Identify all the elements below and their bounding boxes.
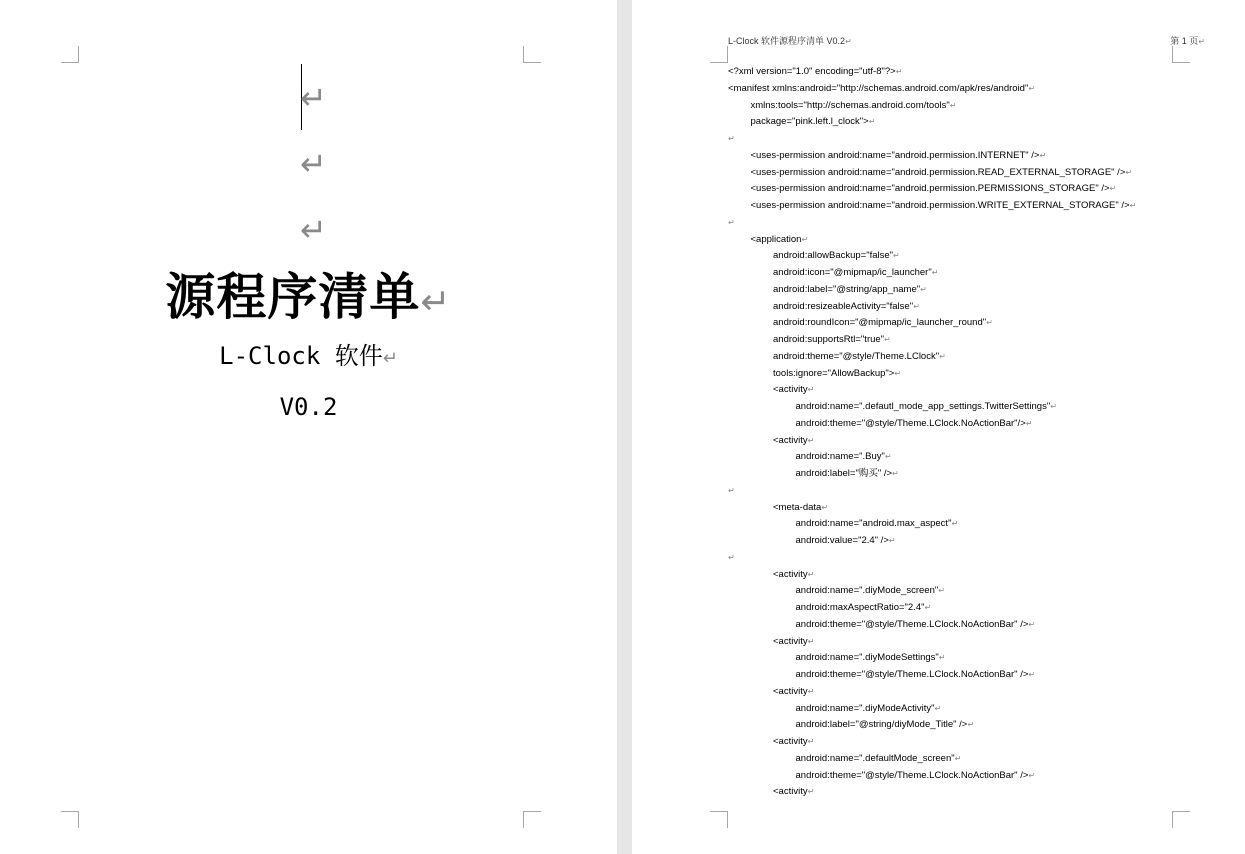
paragraph-mark-icon: ↵: [1025, 418, 1033, 428]
code-line: [728, 248, 1208, 265]
paragraph-mark-icon: ↵: [807, 385, 815, 395]
page-number: [1170, 35, 1205, 48]
crop-mark-top-left: [61, 46, 79, 63]
code-line-text: android:name=".Buy": [795, 451, 885, 463]
code-line: [728, 751, 1208, 768]
code-line-text: android:label="购买" />: [795, 468, 893, 479]
paragraph-mark-icon: ↵: [924, 603, 932, 612]
crop-mark-top-right: [523, 46, 541, 63]
code-line-text: <manifest xmlns:android="http://schemas.android.com/apk/res/android": [728, 82, 1029, 94]
code-line: [728, 784, 1208, 801]
code-line-text: android:theme="@style/Theme.LClock": [773, 350, 940, 362]
code-line: [728, 332, 1208, 349]
paragraph-mark-icon: ↵: [913, 301, 920, 311]
paragraph-mark-icon: ↵: [892, 469, 899, 478]
code-line-text: android:resizeableActivity="false": [773, 300, 914, 312]
code-line-text: <application: [750, 233, 802, 245]
code-line-text: <uses-permission android:name="android.permission.READ_EXTERNAL_STORAGE" />: [750, 166, 1126, 178]
code-line: [728, 282, 1208, 299]
code-line: [728, 181, 1208, 198]
code-page[interactable]: [632, 0, 1245, 854]
code-line: [728, 768, 1208, 785]
paragraph-mark-icon: ↵: [951, 519, 959, 529]
code-line-text: android:theme="@style/Theme.LClock.NoActionBar" />: [795, 618, 1029, 630]
paragraph-mark-icon: ↵: [1129, 201, 1137, 210]
paragraph-mark-icon: ↵: [1050, 402, 1057, 411]
code-line-text: <uses-permission android:name="android.permission.INTERNET" />: [750, 149, 1040, 161]
paragraph-mark-icon: ↵: [300, 145, 327, 183]
paragraph-mark-icon: ↵: [807, 636, 815, 646]
code-line: [728, 131, 1208, 148]
cover-page[interactable]: [0, 0, 617, 854]
code-line-text: android:theme="@style/Theme.LClock.NoActionBar" />: [795, 669, 1029, 680]
code-line: [728, 232, 1208, 249]
code-line-text: package="pink.left.l_clock">: [750, 116, 869, 128]
code-line: [728, 667, 1208, 684]
code-line: [728, 198, 1208, 215]
code-line: [728, 449, 1208, 466]
cover-title: [0, 262, 617, 338]
code-line: [728, 634, 1208, 651]
code-line: [728, 550, 1208, 567]
code-line: [728, 600, 1208, 617]
paragraph-mark-icon: ↵: [1028, 670, 1036, 679]
code-line: [728, 299, 1208, 316]
paragraph-mark-icon: ↵: [728, 485, 735, 495]
code-line-text: <activity: [773, 568, 808, 580]
paragraph-mark-icon: ↵: [895, 67, 903, 76]
code-listing[interactable]: [728, 64, 1208, 801]
crop-mark-top-right: [1172, 46, 1190, 63]
code-line-text: <activity: [773, 434, 808, 446]
paragraph-mark-icon: ↵: [1039, 150, 1047, 160]
code-line: [728, 416, 1208, 433]
paragraph-mark-icon: ↵: [884, 452, 892, 462]
code-line-text: <uses-permission android:name="android.permission.PERMISSIONS_STORAGE" />: [750, 183, 1110, 195]
code-line-text: android:theme="@style/Theme.LClock.NoActionBar"/>: [795, 417, 1026, 429]
code-line: [728, 349, 1208, 366]
code-line-text: android:icon="@mipmap/ic_launcher": [773, 267, 932, 278]
code-line: [728, 617, 1208, 634]
code-line: [728, 98, 1208, 115]
paragraph-mark-icon: ↵: [939, 351, 946, 361]
crop-mark-bottom-left: [61, 811, 79, 828]
code-line: [728, 734, 1208, 751]
code-line: [728, 684, 1208, 701]
paragraph-mark-icon: ↵: [807, 787, 815, 797]
paragraph-mark-icon: ↵: [807, 737, 815, 746]
code-line: [728, 533, 1208, 550]
paragraph-mark-icon: ↵: [728, 134, 735, 143]
code-line: [728, 516, 1208, 533]
code-line: [728, 265, 1208, 282]
paragraph-mark-icon: ↵: [1028, 83, 1036, 93]
code-line-text: android:maxAspectRatio="2.4": [795, 602, 925, 613]
code-line-text: android:label="@string/app_name": [773, 283, 921, 295]
crop-mark-bottom-right: [523, 811, 541, 828]
paragraph-mark-icon: ↵: [934, 703, 942, 713]
code-line: [728, 567, 1208, 584]
crop-mark-bottom-left: [710, 811, 728, 828]
paragraph-mark-icon: ↵: [884, 335, 891, 344]
code-line-text: android:value="2.4" />: [795, 535, 889, 546]
code-line-text: android:label="@string/diyMode_Title" />: [795, 719, 968, 731]
code-line: [728, 165, 1208, 182]
paragraph-mark-icon: ↵: [894, 368, 902, 378]
code-line-text: android:name=".diyModeSettings": [795, 652, 939, 664]
code-line-text: <activity: [773, 786, 808, 798]
paragraph-mark-icon: ↵: [893, 251, 900, 261]
paragraph-mark-icon: ↵: [1109, 184, 1117, 194]
paragraph-mark-icon: ↵: [1028, 770, 1036, 780]
paragraph-mark-icon: ↵: [807, 686, 815, 696]
code-line: [728, 483, 1208, 500]
paragraph-mark-icon: ↵: [986, 318, 993, 328]
cover-subtitle-text: L-Clock 软件: [219, 342, 383, 370]
paragraph-mark-icon: ↵: [801, 234, 809, 244]
paragraph-mark-icon: ↵: [728, 552, 735, 562]
code-line: [728, 433, 1208, 450]
code-line-text: android:name=".defautl_mode_app_settings.TwitterSettings": [795, 401, 1051, 412]
paragraph-mark-icon: ↵: [1125, 167, 1133, 177]
code-line: [728, 315, 1208, 332]
paragraph-mark-icon: ↵: [868, 117, 876, 127]
paragraph-mark-icon: ↵: [938, 586, 945, 596]
code-line-text: <activity: [773, 384, 808, 396]
code-line-text: android:name=".diyMode_screen": [795, 585, 939, 597]
code-line-text: android:name="android.max_aspect": [795, 518, 952, 530]
code-line: [728, 366, 1208, 383]
code-line: [728, 382, 1208, 399]
cover-version: V0.2: [279, 393, 338, 421]
paragraph-mark-icon: ↵: [931, 268, 939, 277]
crop-mark-bottom-right: [1172, 811, 1190, 828]
paragraph-mark-icon: ↵: [728, 217, 735, 227]
code-line: [728, 717, 1208, 734]
paragraph-mark-icon: ↵: [807, 435, 815, 445]
code-line-text: xmlns:tools="http://schemas.android.com/tools": [750, 99, 950, 111]
code-line: [728, 701, 1208, 718]
paragraph-mark-icon: ↵: [382, 348, 398, 369]
cover-title-text: 源程序清单: [165, 267, 421, 326]
code-line: [728, 114, 1208, 131]
code-line-text: android:theme="@style/Theme.LClock.NoActionBar" />: [795, 769, 1029, 781]
cover-subtitle: [0, 340, 617, 375]
code-line: [728, 650, 1208, 667]
code-line-text: <activity: [773, 635, 808, 647]
code-line-text: <activity: [773, 685, 808, 697]
code-line-text: <uses-permission android:name="android.permission.WRITE_EXTERNAL_STORAGE" />: [750, 200, 1130, 211]
code-line: [728, 81, 1208, 98]
paragraph-mark-icon: ↵: [845, 37, 852, 46]
code-line: [728, 399, 1208, 416]
page-header-title: [728, 35, 852, 48]
code-line-text: android:roundIcon="@mipmap/ic_launcher_round": [773, 317, 987, 329]
paragraph-mark-icon: ↵: [300, 211, 327, 249]
paragraph-mark-icon: ↵: [938, 653, 946, 663]
paragraph-mark-icon: ↵: [920, 284, 927, 294]
code-line-text: android:name=".diyModeActivity": [795, 702, 935, 714]
paragraph-mark-icon: ↵: [821, 502, 829, 512]
code-line-text: android:supportsRtl="true": [773, 334, 885, 345]
paragraph-mark-icon: ↵: [967, 720, 975, 730]
paragraph-mark-icon: ↵: [420, 282, 452, 323]
paragraph-mark-icon: ↵: [949, 100, 957, 110]
paragraph-mark-icon: ↵: [1198, 37, 1205, 46]
code-line-text: <meta-data: [773, 501, 822, 513]
code-line: [728, 466, 1208, 483]
paragraph-mark-icon: ↵: [807, 569, 815, 579]
code-line-text: android:name=".defaultMode_screen": [795, 752, 955, 764]
paragraph-mark-icon: ↵: [1028, 619, 1036, 629]
paragraph-mark-icon: ↵: [888, 536, 896, 545]
code-line-text: tools:ignore="AllowBackup">: [773, 367, 895, 379]
paragraph-mark-icon: ↵: [954, 753, 962, 763]
code-line: [728, 500, 1208, 517]
crop-mark-top-left: [710, 46, 728, 63]
code-line: [728, 583, 1208, 600]
paragraph-mark-icon: ↵: [300, 79, 327, 117]
code-line: [728, 215, 1208, 232]
code-line: [728, 148, 1208, 165]
code-line-text: android:allowBackup="false": [773, 250, 894, 262]
page-number-text: 第 1 页: [1170, 36, 1199, 46]
page-header-title-text: L-Clock 软件源程序清单 V0.2: [728, 36, 846, 46]
code-line: [728, 64, 1208, 81]
code-line-text: <?xml version="1.0" encoding="utf-8"?>: [728, 66, 896, 77]
code-line-text: <activity: [773, 736, 808, 747]
